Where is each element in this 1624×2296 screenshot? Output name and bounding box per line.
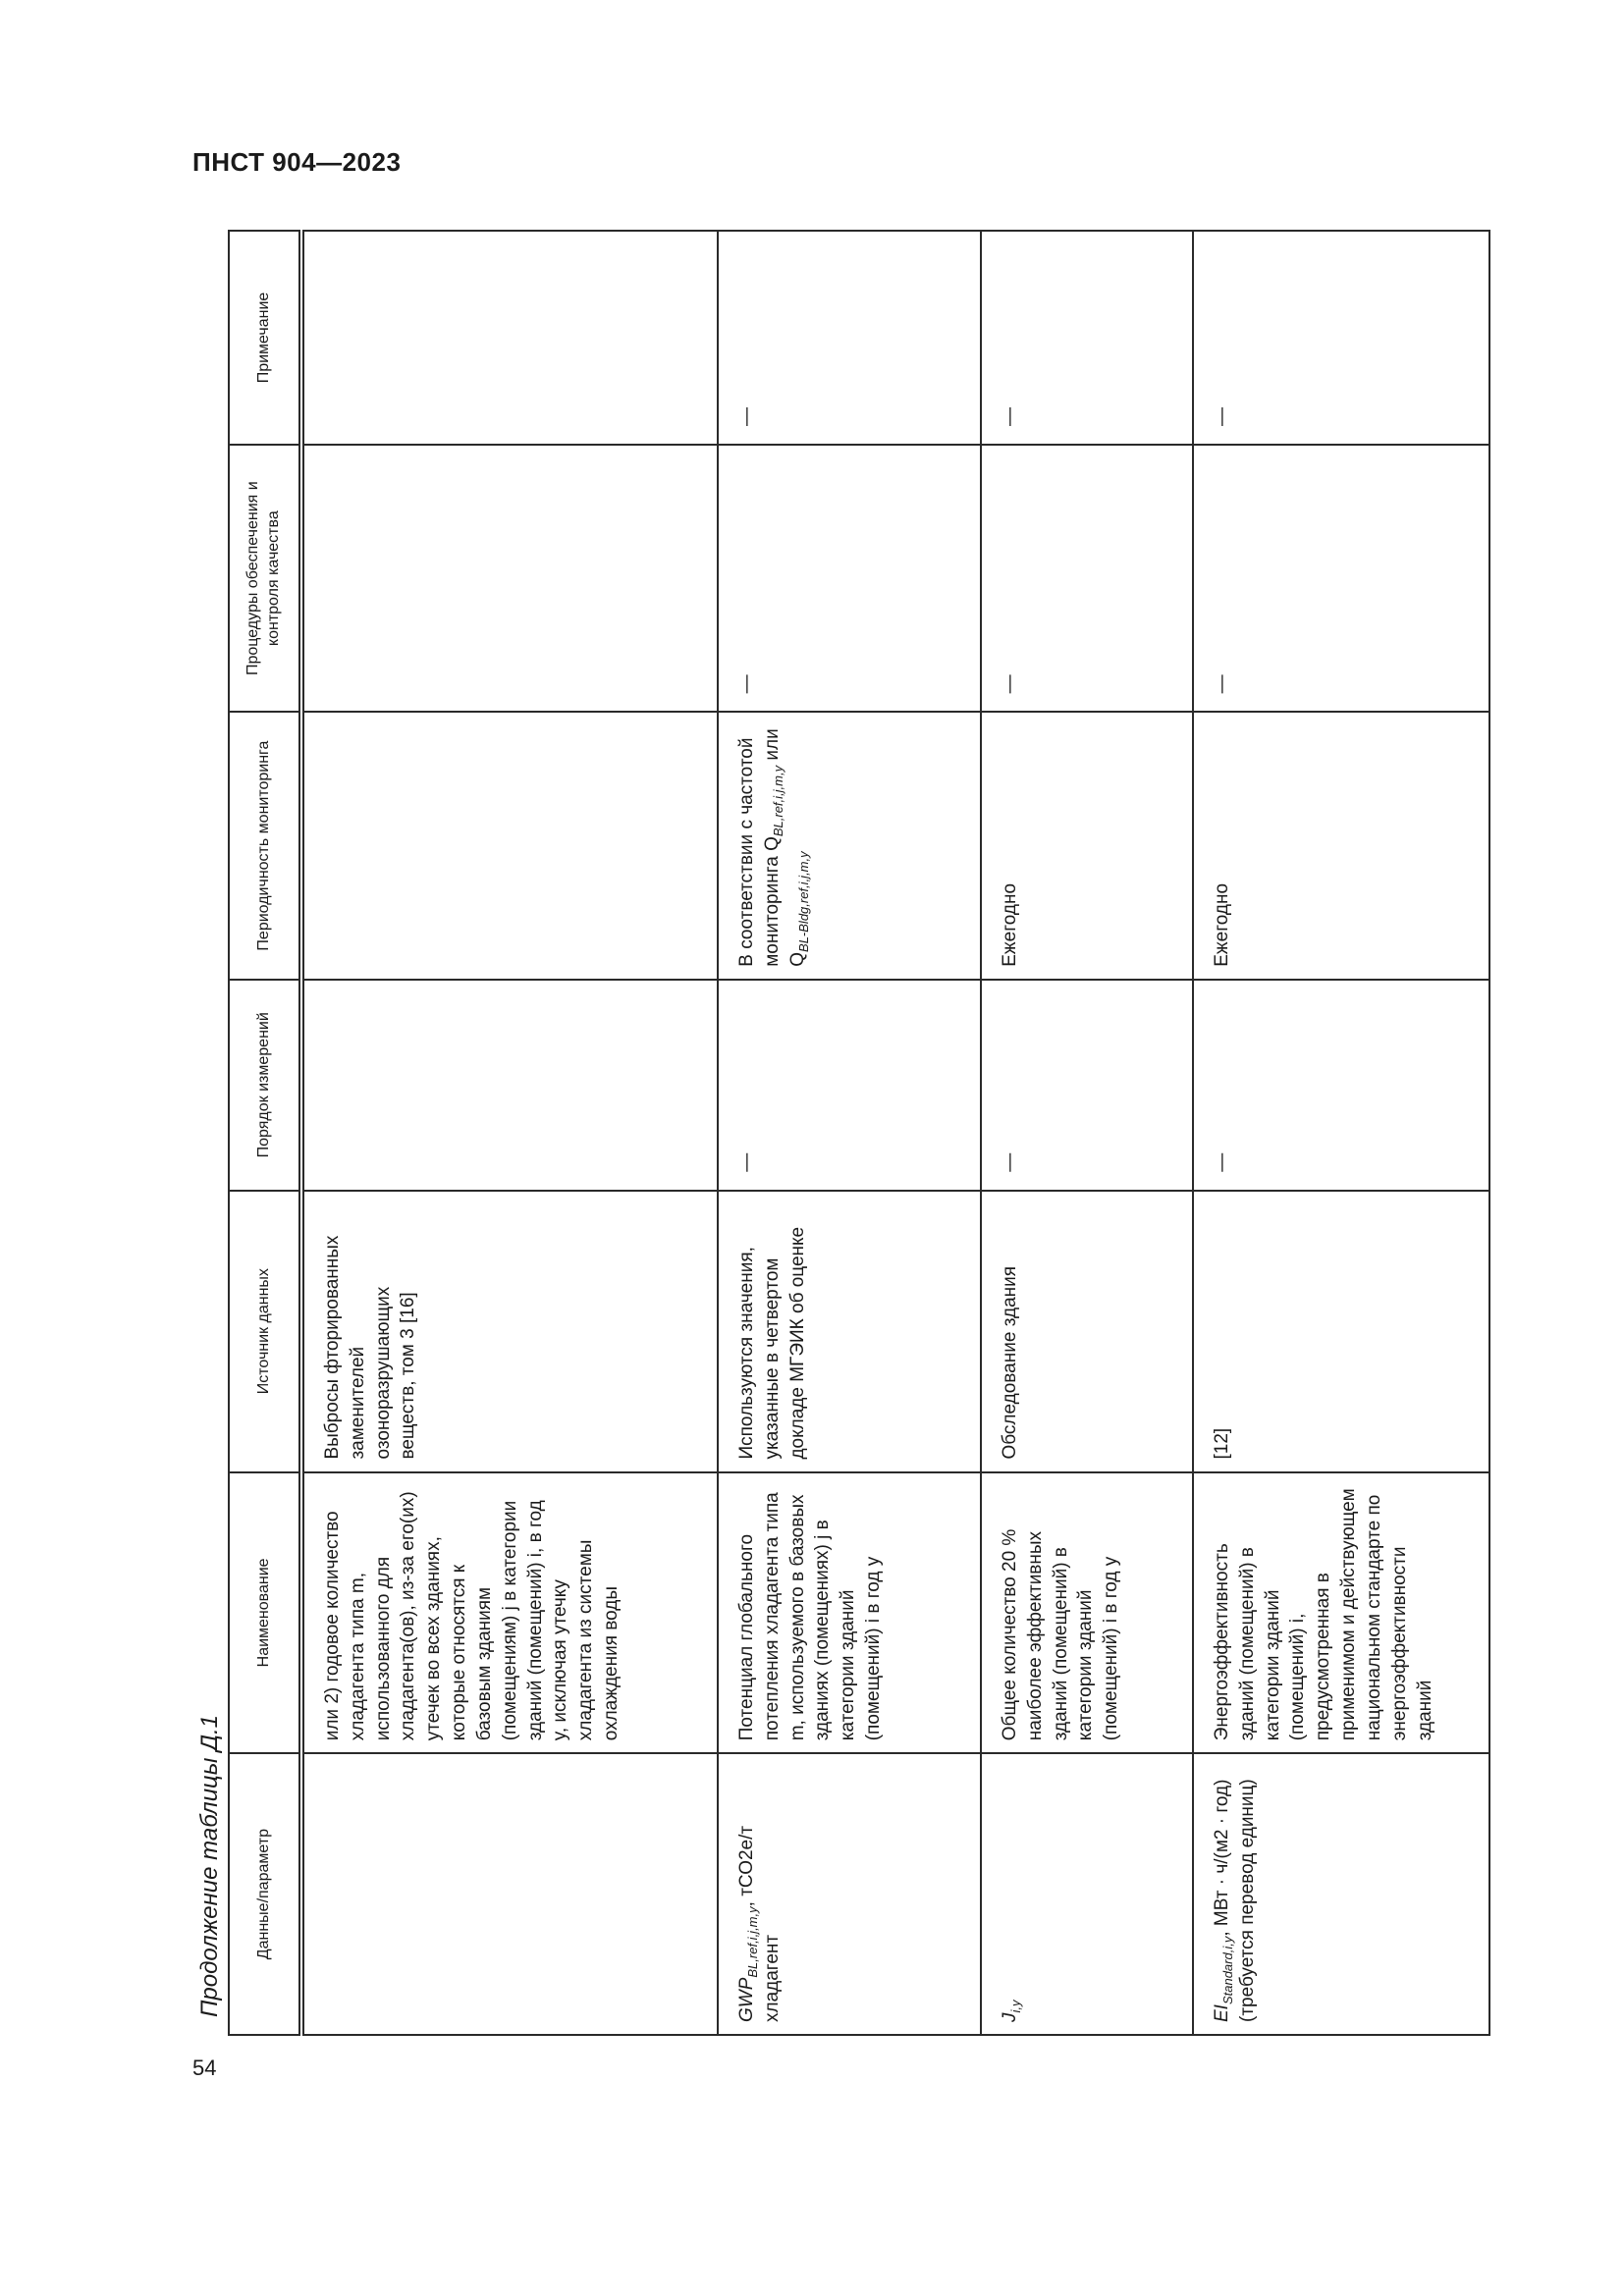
cell-name: Общее количество 20 % наиболее эффективных зданий (помещений) в категории зданий (помещений) i в год y xyxy=(981,1472,1193,1754)
cell-param xyxy=(301,1753,718,2035)
dash: — xyxy=(736,406,757,426)
column-header-period: Периодичность мониторинга xyxy=(229,712,301,979)
cell-qa xyxy=(718,445,981,712)
cell-name: Энергоэффективность зданий (помещений) в категории зданий (помещений) i, предусмотренная в применимом и действующем национальном стандарте по энергоэффективности зданий xyxy=(1193,1472,1489,1754)
cell-note xyxy=(981,231,1193,445)
cell-name: или 2) годовое количество хладагента типа m, использованного для хладагента(ов), из-за его(их) утечек во всех зданиях, которые относятся к базовым зданиям (помещениям) j в категории зданий (помещений) i, в год y, исключая утечку хладагента из системы охлаждения воды xyxy=(301,1472,718,1754)
period-subscript-2: BL-Bldg,ref,i,j,m,y xyxy=(795,851,811,952)
column-header-qa: Процедуры обеспечения и контроля качества xyxy=(229,445,301,712)
column-header-source: Источник данных xyxy=(229,1191,301,1472)
param-subscript: i,y xyxy=(1007,2000,1023,2013)
dash: — xyxy=(1000,674,1020,694)
cell-param xyxy=(718,1753,981,2035)
cell-measure xyxy=(1193,980,1489,1191)
param-symbol: EI xyxy=(1212,2004,1232,2022)
cell-source: Обследование здания xyxy=(981,1191,1193,1472)
dash: — xyxy=(1000,406,1020,426)
column-header-name: Наименование xyxy=(229,1472,301,1754)
cell-period: Ежегодно xyxy=(1193,712,1489,979)
table-row xyxy=(1193,231,1489,2035)
table-caption: Продолжение таблицы Д.1 xyxy=(196,1714,223,2017)
cell-measure xyxy=(981,980,1193,1191)
dash: — xyxy=(736,674,757,694)
cell-param xyxy=(1193,1753,1489,2035)
cell-period xyxy=(301,712,718,979)
cell-measure xyxy=(718,980,981,1191)
cell-qa xyxy=(1193,445,1489,712)
param-unit: , МВт · ч/(м2 · год) (требуется перевод единиц) xyxy=(1212,1779,1258,2022)
column-header-param: Данные/параметр xyxy=(229,1753,301,2035)
param-subscript: Standard,i,y xyxy=(1219,1936,1235,2005)
dash: — xyxy=(1212,406,1232,426)
table-header-row xyxy=(229,231,301,2035)
data-table xyxy=(228,230,1490,2036)
param-symbol: J xyxy=(1000,2012,1020,2022)
cell-period xyxy=(718,712,981,979)
param-unit: , тСО2е/т хладагент xyxy=(736,1825,783,2022)
cell-param xyxy=(981,1753,1193,2035)
cell-note xyxy=(718,231,981,445)
dash: — xyxy=(1212,674,1232,694)
table-row xyxy=(718,231,981,2035)
param-subscript: BL,ref,i,j,m,y xyxy=(744,1906,760,1978)
cell-qa xyxy=(301,445,718,712)
cell-note xyxy=(301,231,718,445)
table-row xyxy=(981,231,1193,2035)
dash: — xyxy=(1000,1152,1020,1172)
cell-name: Потенциал глобального потепления хладагента типа m, используемого в базовых зданиях (помещениях) j в категории зданий (помещений) i в год y xyxy=(718,1472,981,1754)
cell-measure xyxy=(301,980,718,1191)
document-header: ПНСТ 904—2023 xyxy=(192,147,402,177)
period-text: В соответствии с частотой мониторинга Q xyxy=(736,737,783,967)
param-symbol: GWP xyxy=(736,1977,757,2022)
page-number: 54 xyxy=(192,2056,217,2080)
table-row xyxy=(301,231,718,2035)
period-subscript-1: BL,ref,i,j,m,y xyxy=(770,765,785,837)
cell-source: [12] xyxy=(1193,1191,1489,1472)
dash: — xyxy=(1212,1152,1232,1172)
cell-source: Выбросы фторированных заменителей озоноразрушающих веществ, том 3 [16] xyxy=(301,1191,718,1472)
dash: — xyxy=(736,1152,757,1172)
period-or: или Q xyxy=(761,728,808,967)
table-container xyxy=(228,230,1489,2036)
cell-source: Используются значения, указанные в четвертом докладе МГЭИК об оценке xyxy=(718,1191,981,1472)
cell-note xyxy=(1193,231,1489,445)
cell-qa xyxy=(981,445,1193,712)
cell-period: Ежегодно xyxy=(981,712,1193,979)
column-header-note: Примечание xyxy=(229,231,301,445)
column-header-measure: Порядок измерений xyxy=(229,980,301,1191)
